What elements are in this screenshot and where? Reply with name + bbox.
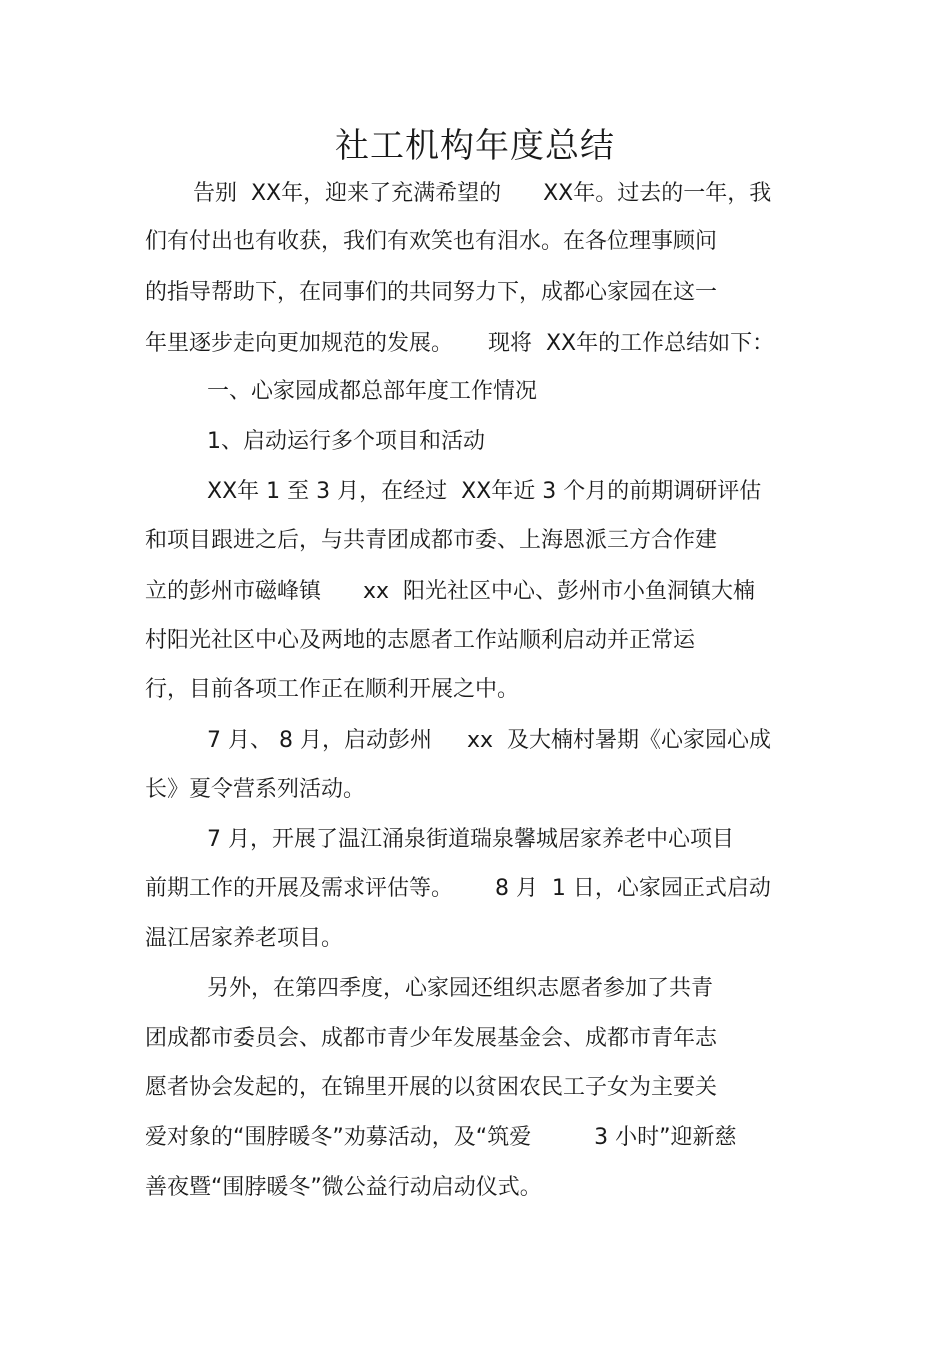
paragraph-line: 善夜暨“围脖暖冬”微公益行动启动仪式。 bbox=[145, 1175, 542, 1200]
paragraph-line: 7 月，开展了温江涌泉街道瑞泉馨城居家养老中心项目 bbox=[207, 827, 734, 852]
subsection-heading: 1、启动运行多个项目和活动 bbox=[207, 429, 485, 454]
paragraph-line: 村阳光社区中心及两地的志愿者工作站顺利启动并正常运 bbox=[145, 628, 696, 653]
paragraph-line: 行，目前各项工作正在顺利开展之中。 bbox=[145, 677, 520, 702]
paragraph-line: 愿者协会发起的，在锦里开展的以贫困农民工子女为主要关 bbox=[145, 1075, 718, 1100]
paragraph-line: XX年 1 至 3 月，在经过 XX年近 3 个月的前期调研评估 bbox=[207, 479, 762, 504]
paragraph-line: 年里逐步走向更加规范的发展。 现将 XX年的工作总结如下： bbox=[145, 331, 775, 356]
paragraph-line: 温江居家养老项目。 bbox=[145, 926, 344, 951]
paragraph-line: 爱对象的“围脖暖冬”劝募活动，及“筑爱 3 小时”迎新慈 bbox=[145, 1125, 737, 1150]
paragraph-line: 告别 XX年，迎来了充满希望的 XX年。过去的一年，我 bbox=[193, 181, 772, 206]
paragraph-line: 们有付出也有收获，我们有欢笑也有泪水。在各位理事顾问 bbox=[145, 229, 718, 254]
paragraph-line: 另外，在第四季度，心家园还组织志愿者参加了共青 bbox=[207, 976, 714, 1001]
paragraph-line: 的指导帮助下，在同事们的共同努力下，成都心家园在这一 bbox=[145, 280, 718, 305]
paragraph-line: 前期工作的开展及需求评估等。 8 月 1 日，心家园正式启动 bbox=[145, 876, 771, 901]
paragraph-line: 7 月、 8 月，启动彭州 xx 及大楠村暑期《心家园心成 bbox=[207, 728, 771, 753]
paragraph-line: 长》夏令营系列活动。 bbox=[145, 777, 366, 802]
paragraph-line: 立的彭州市磁峰镇 xx 阳光社区中心、彭州市小鱼洞镇大楠 bbox=[145, 579, 755, 604]
document-title: 社工机构年度总结 bbox=[335, 126, 615, 166]
section-heading: 一、心家园成都总部年度工作情况 bbox=[207, 379, 538, 404]
paragraph-line: 和项目跟进之后，与共青团成都市委、上海恩派三方合作建 bbox=[145, 528, 718, 553]
paragraph-line: 团成都市委员会、成都市青少年发展基金会、成都市青年志 bbox=[145, 1026, 718, 1051]
